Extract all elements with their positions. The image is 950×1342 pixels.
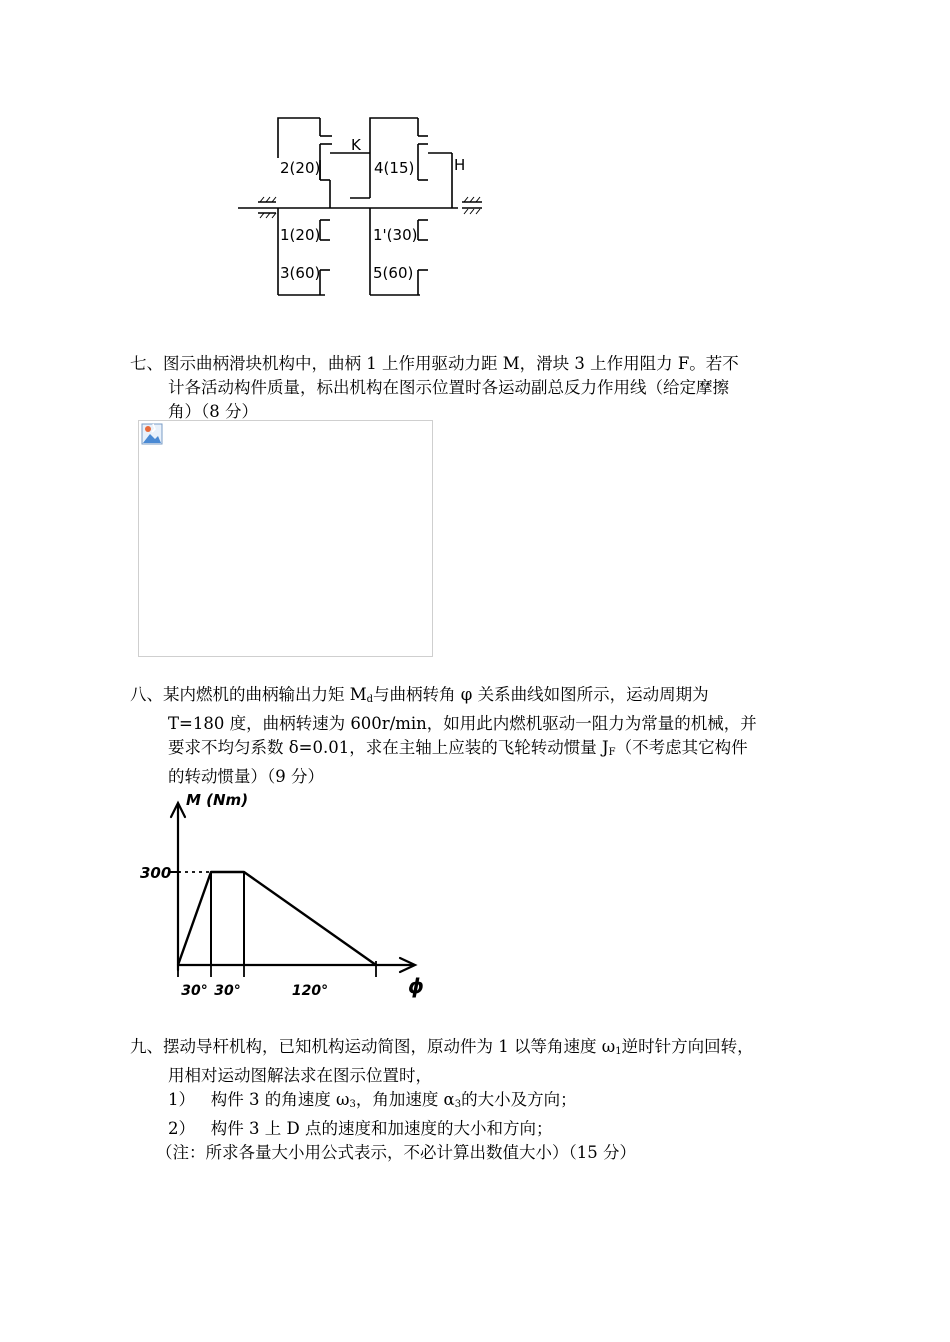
q8-line1: 八、某内燃机的曲柄输出力矩 $M_d$与曲柄转角 φ 关系曲线如图所示，运动周期为 <box>130 685 709 705</box>
gear-label-5: 5(60) <box>373 264 414 282</box>
q9-item-2: 2） 构件 3 上 D 点的速度和加速度的大小和方向； <box>168 1119 553 1138</box>
q9-item-1: 1） 构件 3 的角速度 $\omega_3$，角加速度 $\alpha_3$的大小及方向； <box>168 1090 577 1110</box>
q8-line4: 的转动惯量）（9 分） <box>168 767 324 786</box>
q9-line1: 九、摆动导杆机构，已知机构运动简图，原动件为 1 以等角速度 $\omega_1$逆时针方向回转， <box>130 1037 754 1057</box>
q8-line3: 要求不均匀系数 δ=0.01，求在主轴上应装的飞轮转动惯量 $J_F$（不考虑其它构件 <box>168 738 748 758</box>
x-tick-label: 30° <box>181 983 208 999</box>
gear-label-1: 1(20) <box>280 226 321 244</box>
gear-label-h: H <box>454 156 466 174</box>
q9-line2: 用相对运动图解法求在图示位置时， <box>168 1066 432 1085</box>
y-axis-label: M (Nm) <box>186 791 249 809</box>
gear-label-2: 2(20) <box>280 159 321 177</box>
q7-line2: 计各活动构件质量，标出机构在图示位置时各运动副总反力作用线（给定摩擦 <box>168 378 729 397</box>
gear-train-diagram <box>230 110 510 300</box>
x-tick-label: 30° <box>214 983 241 999</box>
q9-note: （注：所求各量大小用公式表示，不必计算出数值大小）（15 分） <box>156 1143 636 1162</box>
q8-line2: T=180 度，曲柄转速为 600r/min，如用此内燃机驱动一阻力为常量的机械，并 <box>168 714 757 733</box>
gear-label-1p: 1'(30) <box>373 226 418 244</box>
gear-label-3: 3(60) <box>280 264 321 282</box>
gear-label-4: 4(15) <box>374 159 415 177</box>
torque-chart <box>128 775 440 1010</box>
question-9 <box>130 1035 850 1165</box>
torque-curve <box>178 872 376 965</box>
q7-figure-placeholder <box>138 420 433 657</box>
gear-label-k: K <box>351 136 361 154</box>
broken-image-icon <box>141 423 163 445</box>
x-tick-label: 120° <box>291 983 329 999</box>
x-axis-label: ϕ <box>408 974 424 998</box>
question-8 <box>130 683 830 789</box>
q7-line1: 七、图示曲柄滑块机构中，曲柄 1 上作用驱动力距 M，滑块 3 上作用阻力 F。若不 <box>130 354 739 373</box>
q7-line3: 角）（8 分） <box>168 402 258 421</box>
y-tick-label: 300 <box>140 864 172 882</box>
question-7 <box>130 352 830 424</box>
